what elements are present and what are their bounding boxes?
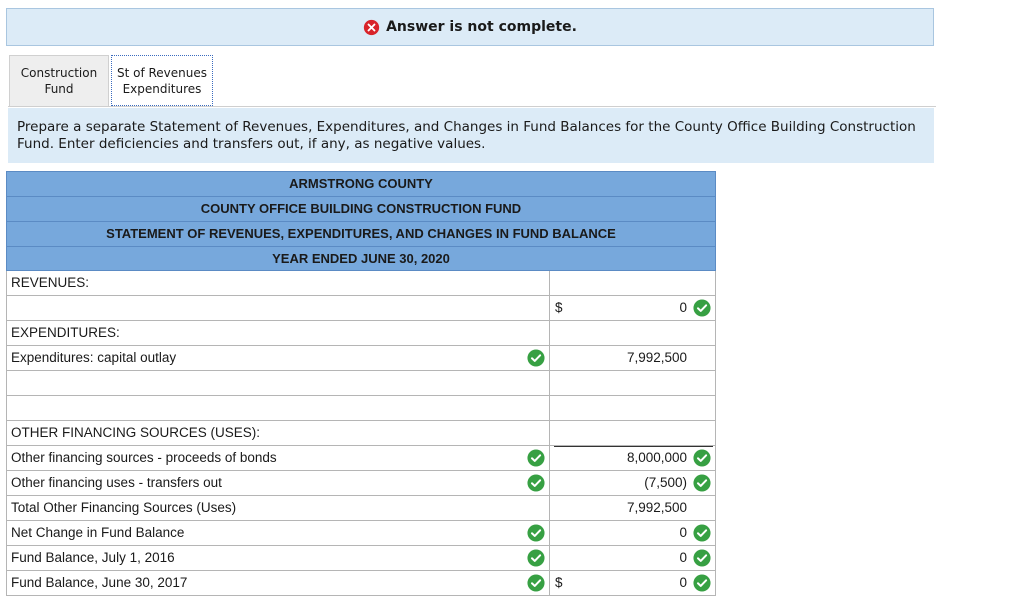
account-input[interactable] bbox=[7, 396, 550, 420]
revenue-total-cell[interactable] bbox=[550, 296, 715, 320]
check-icon bbox=[693, 474, 711, 492]
check-icon bbox=[527, 474, 545, 492]
check-icon bbox=[693, 524, 711, 542]
fund-balance-end-value: 0 bbox=[679, 575, 687, 590]
row-value-cell bbox=[550, 321, 715, 345]
table-row bbox=[6, 421, 716, 446]
fund-balance-begin-account-input[interactable] bbox=[7, 546, 550, 570]
table-row bbox=[6, 396, 716, 421]
amount-input[interactable] bbox=[550, 396, 715, 420]
check-icon bbox=[693, 549, 711, 567]
check-icon bbox=[527, 524, 545, 542]
table-row bbox=[6, 271, 716, 296]
tab-statement-revenues-expenditures[interactable] bbox=[111, 55, 213, 106]
ofs-bonds-amount-input[interactable] bbox=[550, 446, 715, 470]
tab-statement-label: St of Revenues Expenditures bbox=[116, 65, 208, 96]
row-label: REVENUES: bbox=[7, 271, 550, 295]
error-icon bbox=[363, 19, 380, 36]
table-row bbox=[6, 346, 716, 371]
net-change-account-input[interactable] bbox=[7, 521, 550, 545]
status-text: Answer is not complete. bbox=[386, 19, 577, 35]
header-period: YEAR ENDED JUNE 30, 2020 bbox=[6, 246, 716, 271]
table-row bbox=[6, 471, 716, 496]
ofs-transfers-value: (7,500) bbox=[644, 475, 687, 490]
net-change-value: 0 bbox=[679, 525, 687, 540]
check-icon bbox=[693, 299, 711, 317]
net-change-amount-input[interactable] bbox=[550, 521, 715, 545]
account-input[interactable] bbox=[7, 371, 550, 395]
fund-balance-end-account-input[interactable] bbox=[7, 571, 550, 595]
table-row bbox=[6, 521, 716, 546]
table-row bbox=[6, 371, 716, 396]
row-label: Fund Balance, July 1, 2016 bbox=[11, 550, 175, 565]
tab-construction-fund[interactable] bbox=[9, 55, 109, 106]
check-icon bbox=[527, 549, 545, 567]
row-label: Other financing uses - transfers out bbox=[11, 475, 222, 490]
revenue-account-input[interactable] bbox=[7, 296, 550, 320]
row-label: EXPENDITURES: bbox=[7, 321, 550, 345]
row-value-cell bbox=[550, 271, 715, 295]
table-row bbox=[6, 571, 716, 596]
dollar-sign: $ bbox=[555, 575, 563, 590]
check-icon bbox=[527, 349, 545, 367]
row-label: Expenditures: capital outlay bbox=[11, 350, 177, 365]
header-entity: ARMSTRONG COUNTY bbox=[6, 171, 716, 196]
ofs-account-input[interactable] bbox=[7, 446, 550, 470]
statement-table bbox=[6, 171, 716, 596]
row-label: Net Change in Fund Balance bbox=[11, 525, 185, 540]
check-icon bbox=[693, 574, 711, 592]
answer-status-banner bbox=[6, 8, 934, 46]
table-row bbox=[6, 496, 716, 521]
row-label: OTHER FINANCING SOURCES (USES): bbox=[7, 421, 550, 445]
check-icon bbox=[527, 449, 545, 467]
ofs-account-input[interactable] bbox=[7, 471, 550, 495]
check-icon bbox=[693, 449, 711, 467]
fund-balance-begin-value: 0 bbox=[679, 550, 687, 565]
table-row bbox=[6, 321, 716, 346]
table-row bbox=[6, 446, 716, 471]
table-row bbox=[6, 296, 716, 321]
tab-divider bbox=[8, 106, 936, 107]
ofs-total-cell bbox=[550, 496, 715, 520]
row-label: Total Other Financing Sources (Uses) bbox=[7, 496, 550, 520]
instructions-text: Prepare a separate Statement of Revenues, Expenditures, and Changes in Fund Balances for the County Office Building Construction Fund. Enter deficiencies and transfers out, if any, as negative values. bbox=[8, 108, 934, 163]
dollar-sign: $ bbox=[555, 300, 563, 315]
ofs-total-value: 7,992,500 bbox=[626, 500, 687, 515]
row-value-cell bbox=[550, 421, 715, 445]
amount-input[interactable] bbox=[550, 371, 715, 395]
check-icon bbox=[527, 574, 545, 592]
tab-construction-fund-label: Construction Fund bbox=[20, 66, 98, 96]
row-label: Other financing sources - proceeds of bonds bbox=[11, 450, 277, 465]
header-fund: COUNTY OFFICE BUILDING CONSTRUCTION FUND bbox=[6, 196, 716, 221]
ofs-transfers-amount-input[interactable] bbox=[550, 471, 715, 495]
ofs-bonds-value: 8,000,000 bbox=[626, 450, 687, 465]
fund-balance-begin-amount-input[interactable] bbox=[550, 546, 715, 570]
table-row bbox=[6, 546, 716, 571]
revenue-total-value: 0 bbox=[679, 300, 687, 315]
expenditure-amount-input[interactable] bbox=[550, 346, 715, 370]
fund-balance-end-amount-input[interactable] bbox=[550, 571, 715, 595]
expenditure-amount-value: 7,992,500 bbox=[626, 350, 687, 365]
expenditure-account-input[interactable] bbox=[7, 346, 550, 370]
header-statement-title: STATEMENT OF REVENUES, EXPENDITURES, AND CHANGES IN FUND BALANCE bbox=[6, 221, 716, 246]
row-label: Fund Balance, June 30, 2017 bbox=[11, 575, 188, 590]
